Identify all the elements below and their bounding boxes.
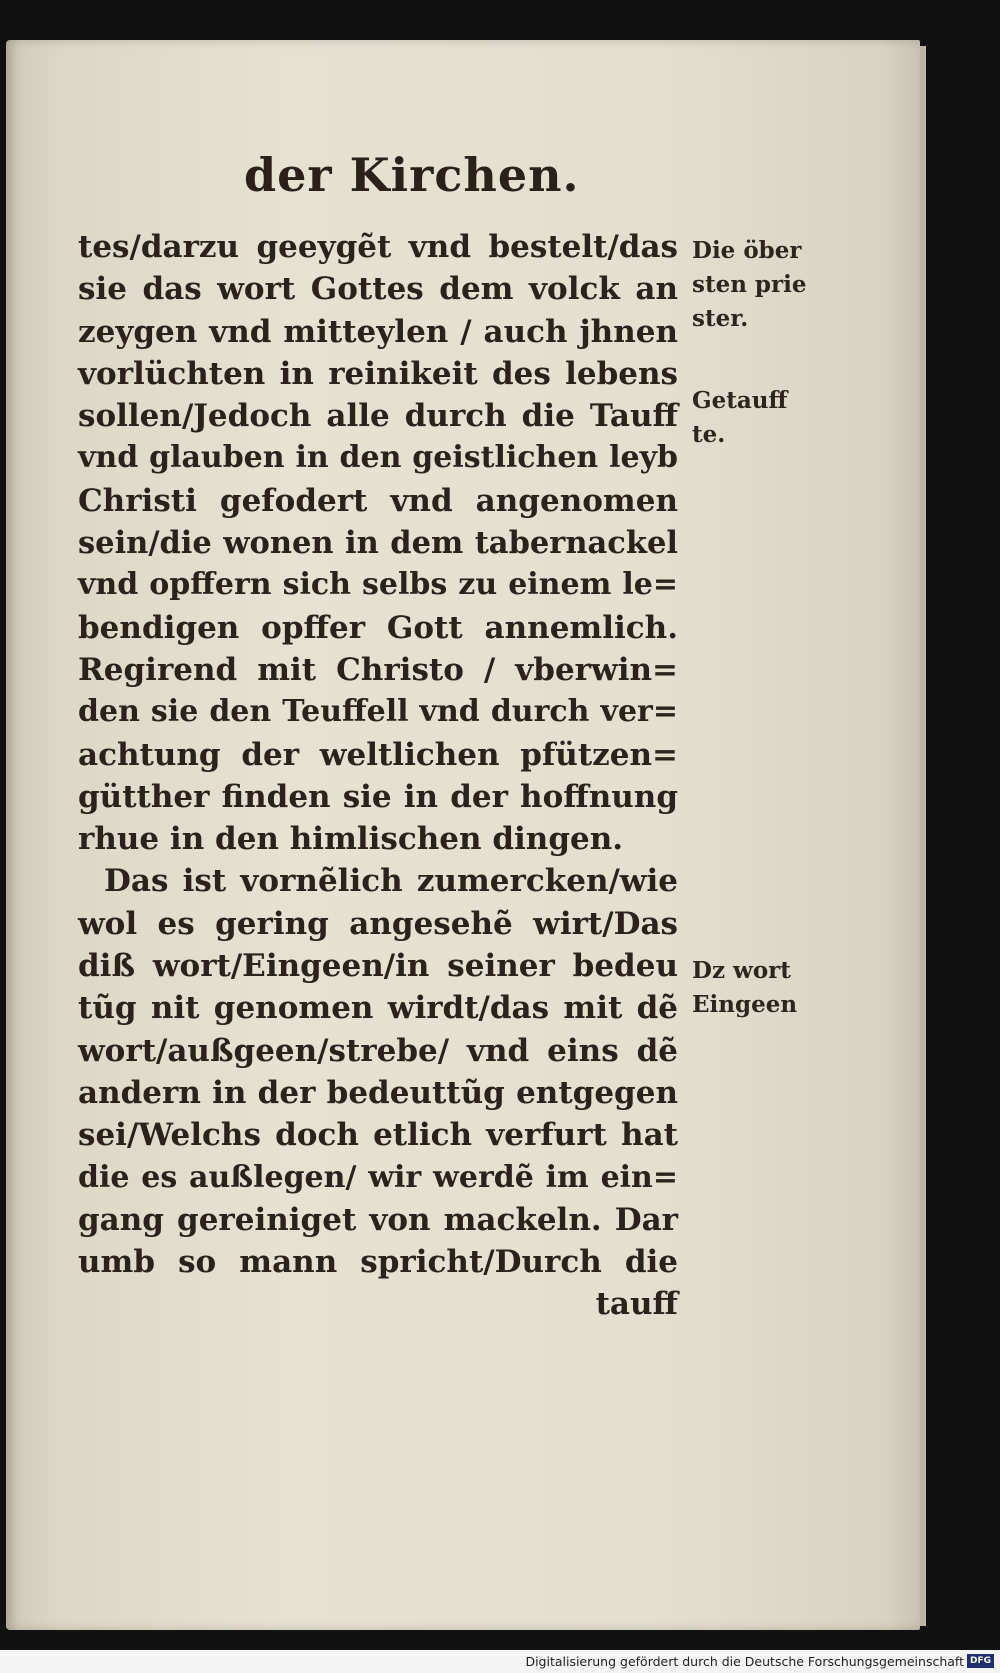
running-head: der Kirchen.: [244, 148, 580, 202]
marginal-line: Eingeen: [692, 991, 798, 1018]
marginal-note-3: [692, 954, 832, 1022]
text-line: umb so mann spricht/Durch die: [78, 1244, 678, 1281]
text-line: zeygen vnd mitteylen / auch jhnen: [78, 313, 678, 350]
text-line: bendigen opffer Gott annemlich.: [78, 609, 678, 646]
text-line: achtung der weltlichen pfützen=: [78, 736, 678, 773]
marginal-line: sten prie: [692, 271, 807, 298]
text-line: sollen/Jedoch alle durch die Tauff: [78, 398, 678, 435]
marginal-line: Getauff: [692, 387, 788, 414]
text-line: den sie den Teuffell vnd durch ver=: [78, 694, 678, 730]
funding-notice: Digitalisierung gefördert durch die Deutsche Forschungsgemeinschaft: [525, 1654, 964, 1669]
text-line: Das ist vornẽlich zumercken/wie: [104, 863, 678, 900]
dfg-logo: DFG: [967, 1654, 994, 1668]
text-line: vorlüchten in reinikeit des lebens: [78, 355, 678, 392]
marginal-line: Die öber: [692, 237, 802, 264]
text-line: diß wort/Eingeen/in seiner bedeu: [78, 948, 678, 985]
text-line: sie das wort Gottes dem volck an: [78, 271, 678, 308]
marginal-note-1: [692, 234, 832, 336]
text-line: vnd opffern sich selbs zu einem le=: [78, 567, 678, 603]
text-line: andern in der bedeuttũg entgegen: [78, 1074, 678, 1111]
text-line: sei/Welchs doch etlich verfurt hat: [78, 1117, 678, 1154]
marginal-line: ster.: [692, 305, 749, 332]
body-text: [78, 226, 678, 1326]
text-line: sein/die wonen in dem tabernackel: [78, 525, 678, 562]
text-line: Regirend mit Christo / vberwin=: [78, 651, 678, 688]
text-line: tauff: [595, 1286, 678, 1323]
text-line: wort/außgeen/strebe/ vnd eins dẽ: [78, 1032, 678, 1069]
marginal-line: te.: [692, 421, 726, 448]
text-line: die es außlegen/ wir werdẽ im ein=: [78, 1159, 678, 1195]
text-line: wol es gering angesehẽ wirt/Das: [78, 905, 678, 942]
text-line: gütther finden sie in der hoffnung: [78, 778, 678, 815]
text-line: tes/darzu geeygẽt vnd bestelt/das: [78, 229, 678, 265]
text-line: tũg nit genomen wirdt/das mit dẽ: [78, 990, 678, 1027]
text-line: rhue in den himlischen dingen.: [78, 821, 624, 858]
text-line: gang gereiniget von mackeln. Dar: [78, 1201, 678, 1238]
page-edge: [920, 46, 926, 1626]
text-line: vnd glauben in den geistlichen leyb: [78, 440, 678, 476]
marginal-line: Dz wort: [692, 957, 791, 984]
marginal-note-2: [692, 384, 832, 452]
text-line: Christi gefodert vnd angenomen: [78, 482, 678, 519]
